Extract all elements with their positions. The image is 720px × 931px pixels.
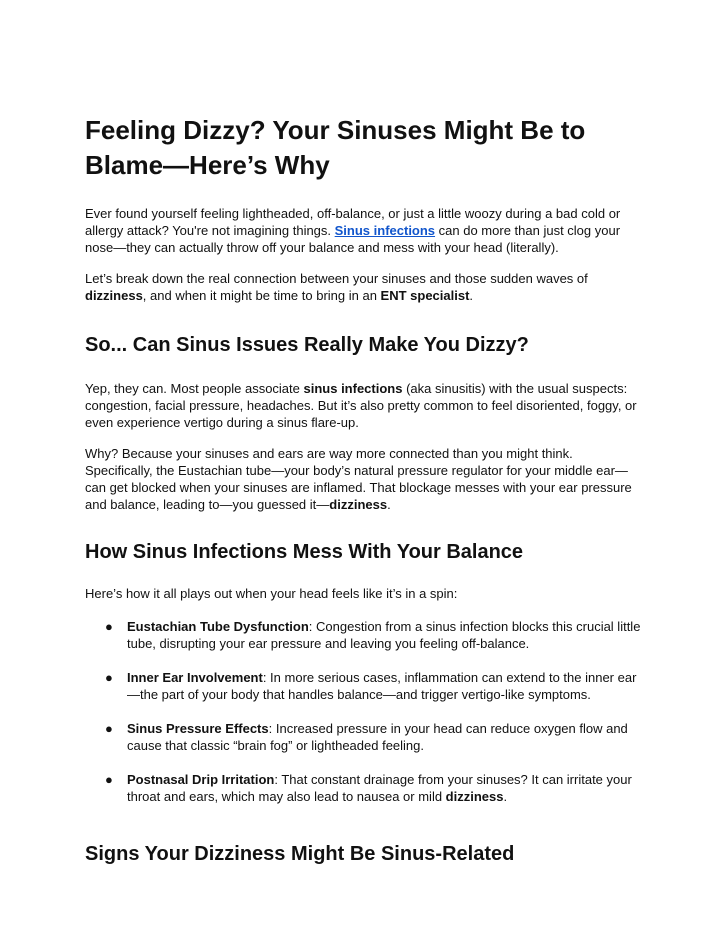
section1-paragraph-2 — [85, 445, 641, 513]
overview-paragraph — [85, 270, 641, 304]
list-item-text-end: . — [503, 789, 508, 804]
document-page — [85, 113, 641, 867]
overview-text-2: , and when it might be time to bring in an — [142, 288, 381, 303]
section-heading-how-sinus-infections: How Sinus Infections Mess With Your Balance — [85, 541, 524, 563]
list-item-text: : In more serious cases, inflammation can extend to the inner ear—the part of your body that handles balance—and trigger vertigo-like symptoms. — [127, 670, 637, 702]
section1-p1-text-2: (aka sinusitis) with the usual suspects: congestion, facial pressure, headaches. But it’s also pretty common to feel disoriented, foggy, or even experience vertigo during a sinus flare-up. — [85, 381, 637, 430]
sinus-infections-bold: sinus infections — [303, 381, 403, 396]
sinus-infections-link[interactable]: Sinus infections — [334, 223, 436, 238]
bullet-dot-icon: ● — [105, 772, 113, 787]
overview-text-3: . — [469, 288, 474, 303]
list-item-term: Eustachian Tube Dysfunction — [127, 619, 309, 634]
bullet-dot-icon: ● — [105, 670, 113, 685]
list-item-text: : That constant drainage from your sinuses? It can irritate your throat and ears, which may also lead to nausea or mild — [127, 772, 632, 804]
section1-paragraph-1 — [85, 380, 641, 431]
dizziness-bold: dizziness — [329, 497, 388, 512]
intro-text-after: can do more than just clog your nose—they can actually throw off your balance and mess with your head (literally). — [85, 223, 621, 255]
list-item-term: Sinus Pressure Effects — [127, 721, 269, 736]
bullet-dot-icon: ● — [105, 619, 113, 634]
list-item-text: : Increased pressure in your head can reduce oxygen flow and cause that classic “brain fog” or lightheaded feeling. — [127, 721, 628, 753]
list-item-text: : Congestion from a sinus infection blocks this crucial little tube, disrupting your ear pressure and leaving you feeling off-balance. — [127, 619, 641, 651]
page-title: Feeling Dizzy? Your Sinuses Might Be to Blame—Here’s Why — [85, 115, 586, 180]
list-item-term: Inner Ear Involvement — [127, 670, 263, 685]
dizziness-bold: dizziness — [445, 789, 504, 804]
intro-paragraph — [85, 205, 641, 256]
section1-p2-text-2: . — [387, 497, 391, 512]
section2-intro: Here’s how it all plays out when your head feels like it’s in a spin: — [85, 586, 458, 601]
section1-p1-text-1: Yep, they can. Most people associate — [85, 381, 304, 396]
list-item-term: Postnasal Drip Irritation — [127, 772, 275, 787]
overview-text-1: Let’s break down the real connection between your sinuses and those sudden waves of — [85, 271, 588, 286]
section-heading-can-sinus-issues: So... Can Sinus Issues Really Make You Dizzy? — [85, 334, 529, 356]
list-item — [85, 669, 641, 703]
ent-specialist-bold: ENT specialist — [380, 288, 470, 303]
section1-p2-text-1: Why? Because your sinuses and ears are way more connected than you might think. Specifically, the Eustachian tube—your body’s natural pressure regulator for your middle ear—can get blocked when your sinuses are inflamed. That blockage messes with your ear pressure and balance, leading to—you guessed it— — [85, 446, 632, 512]
list-item — [85, 618, 641, 652]
dizziness-bold: dizziness — [85, 288, 143, 303]
intro-text-before: Ever found yourself feeling lightheaded, off-balance, or just a little woozy during a bad cold or allergy attack? You're not imagining things. — [85, 206, 621, 238]
list-item — [85, 720, 641, 754]
balance-effects-list — [85, 618, 641, 805]
bullet-dot-icon: ● — [105, 721, 113, 736]
list-item — [85, 771, 641, 805]
section-heading-signs-dizziness: Signs Your Dizziness Might Be Sinus-Related — [85, 843, 515, 865]
